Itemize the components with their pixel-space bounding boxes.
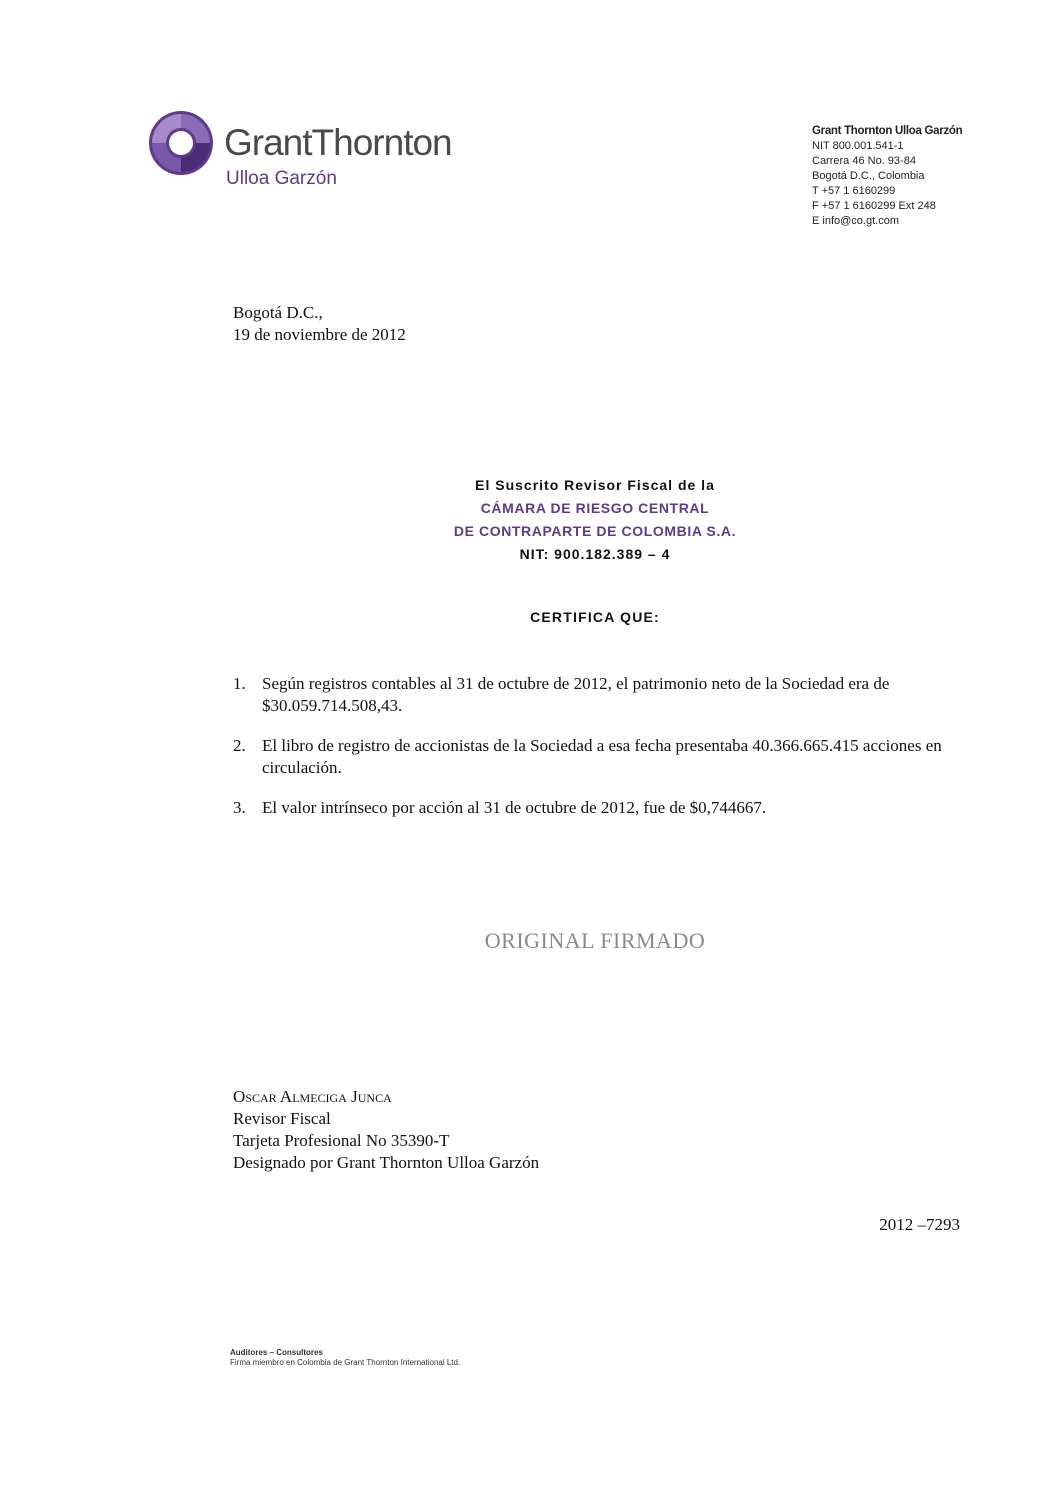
signer-designation: Designado por Grant Thornton Ulloa Garzón (233, 1153, 540, 1172)
firm-email: E info@co.gt.com (812, 215, 899, 227)
firm-city: Bogotá D.C., Colombia (812, 170, 925, 182)
signer-role: Revisor Fiscal (233, 1109, 331, 1128)
list-item (233, 797, 973, 819)
heading-line-3: DE CONTRAPARTE DE COLOMBIA S.A. (453, 523, 737, 539)
date: 19 de noviembre de 2012 (233, 325, 406, 344)
firm-address: Carrera 46 No. 93-84 (812, 155, 916, 167)
place-date-block (233, 302, 406, 346)
logo-subtitle: Ulloa Garzón (226, 168, 337, 189)
page-footer (230, 1348, 460, 1368)
heading-line-4: NIT: 900.182.389 – 4 (519, 546, 671, 562)
grant-thornton-logo-icon (148, 110, 214, 176)
certificate-heading (370, 474, 820, 566)
firm-name: Grant Thornton Ulloa Garzón (812, 125, 963, 137)
item-text: El libro de registro de accionistas de la Sociedad a esa fecha presentaba 40.366.665.415 acciones en circulación. (262, 736, 942, 777)
signer-name: Oscar Almeciga Junca (233, 1087, 392, 1106)
document-reference: 2012 –7293 (879, 1215, 960, 1234)
firm-contact-block (812, 124, 1032, 229)
place: Bogotá D.C., (233, 303, 323, 322)
footer-line-1: Auditores – Consultores (230, 1348, 323, 1357)
item-number: 2. (233, 736, 246, 755)
signer-license: Tarjeta Profesional No 35390-T (233, 1131, 450, 1150)
logo-name: GrantThornton (224, 122, 452, 163)
footer-line-2: Firma miembro en Colombia de Grant Thornton International Ltd. (230, 1358, 461, 1367)
certifica-heading: CERTIFICA QUE: (530, 609, 660, 625)
firm-nit: NIT 800.001.541-1 (812, 140, 904, 152)
item-number: 1. (233, 674, 246, 693)
signature-block (233, 1086, 539, 1174)
firm-fax: F +57 1 6160299 Ext 248 (812, 200, 936, 212)
heading-line-1: El Suscrito Revisor Fiscal de la (475, 477, 715, 493)
item-number: 3. (233, 798, 246, 817)
heading-line-2: CÁMARA DE RIESGO CENTRAL (480, 500, 710, 516)
original-signed-stamp: ORIGINAL FIRMADO (484, 928, 706, 953)
list-item (233, 673, 973, 717)
item-text: Según registros contables al 31 de octubre de 2012, el patrimonio neto de la Sociedad era de $30.059.714.508,43. (262, 674, 890, 715)
firm-phone: T +57 1 6160299 (812, 185, 896, 197)
company-logo (148, 110, 488, 196)
list-item (233, 735, 973, 779)
item-text: El valor intrínseco por acción al 31 de octubre de 2012, fue de $0,744667. (262, 798, 767, 817)
certification-list (233, 673, 973, 837)
